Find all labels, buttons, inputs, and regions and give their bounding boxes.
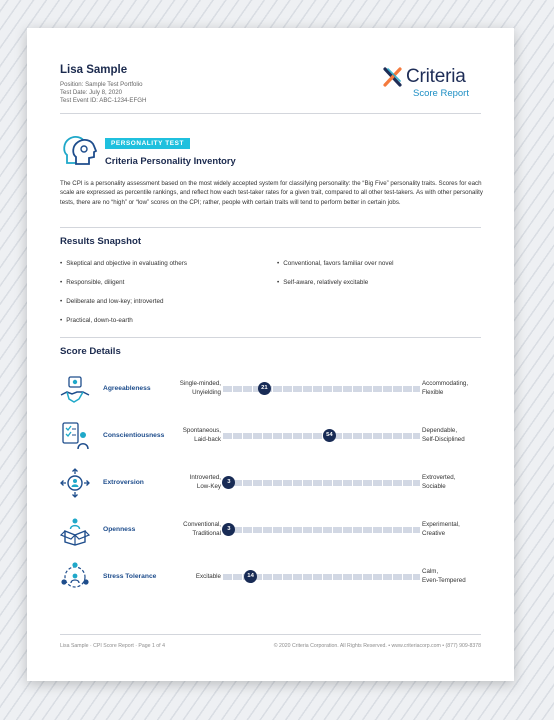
divider [60,634,481,635]
scale-name: Agreeableness [103,385,151,392]
footer-right: © 2020 Criteria Corporation. All Rights Reserved. • www.criteriacorp.com • (877) 909-8378 [273,643,481,649]
score-details-heading: Score Details [60,346,121,357]
handshake-icon [59,374,91,406]
snapshot-heading: Results Snapshot [60,236,142,247]
score-track [223,527,420,533]
score-track [223,386,420,392]
scale-name: Conscientiousness [103,432,165,439]
scale-low-label: Spontaneous, Laid-back [182,427,221,443]
snapshot-item: • Skeptical and objective in evaluating others [60,260,187,267]
scale-low-label: Excitable [195,573,221,580]
logo-wordmark: Criteria [406,66,466,87]
criteria-logo-icon [382,66,404,88]
event-id-line: Test Event ID: ABC-1234-EFGH [60,97,147,104]
checklist-person-icon [59,420,91,452]
score-marker: 3 [222,523,235,536]
divider [60,227,481,228]
logo-subtitle: Score Report [413,88,469,99]
scale-high-label: Calm, Even-Tempered [422,568,466,584]
position-line: Position: Sample Test Portfolio [60,81,143,88]
category-badge: PERSONALITY TEST [105,138,190,149]
score-marker: 3 [222,476,235,489]
snapshot-item: • Conventional, favors familiar over novel [277,260,393,267]
footer-left: Lisa Sample · CPI Score Report · Page 1 of 4 [60,643,165,649]
score-marker: 14 [244,570,257,583]
intro-paragraph: The CPI is a personality assessment based on the most widely accepted system for classifying personality: the “Big Five” personality traits. Scores for each scale are expressed as percentile rankings, and reflect how each test-taker rates for a given trait, compared to all other test-takers. As with other personality tests, there are no “high” or “low” scores on the CPI; rather, people with certain traits will tend to perform better in certain jobs. [60,180,483,206]
test-date-line: Test Date: July 8, 2020 [60,89,122,96]
scale-high-label: Extroverted, Sociable [422,474,456,490]
snapshot-item: • Self-aware, relatively excitable [277,279,368,286]
scale-name: Extroversion [103,479,144,486]
score-marker: 54 [323,429,336,442]
scale-name: Stress Tolerance [103,573,157,580]
snapshot-item: • Responsible, diligent [60,279,124,286]
scale-name: Openness [103,526,136,533]
snapshot-item: • Practical, down-to-earth [60,317,133,324]
open-box-icon [59,514,91,546]
score-marker: 21 [258,382,271,395]
divider [60,113,481,114]
score-track [223,433,420,439]
person-arrows-icon [59,467,91,499]
scale-high-label: Experimental, Creative [422,521,460,537]
snapshot-item: • Deliberate and low-key; introverted [60,298,164,305]
two-heads-icon [60,131,100,171]
divider [60,337,481,338]
candidate-name: Lisa Sample [60,64,128,76]
test-title: Criteria Personality Inventory [105,155,236,166]
scale-low-label: Conventional, Traditional [183,521,221,537]
scale-low-label: Introverted, Low-Key [189,474,221,490]
score-track [223,480,420,486]
score-track [223,574,420,580]
score-report-page [27,28,514,681]
people-network-icon [59,561,91,593]
scale-high-label: Accommodating, Flexible [422,380,469,396]
scale-low-label: Single-minded, Unyielding [179,380,221,396]
scale-high-label: Dependable, Self-Disciplined [422,427,465,443]
